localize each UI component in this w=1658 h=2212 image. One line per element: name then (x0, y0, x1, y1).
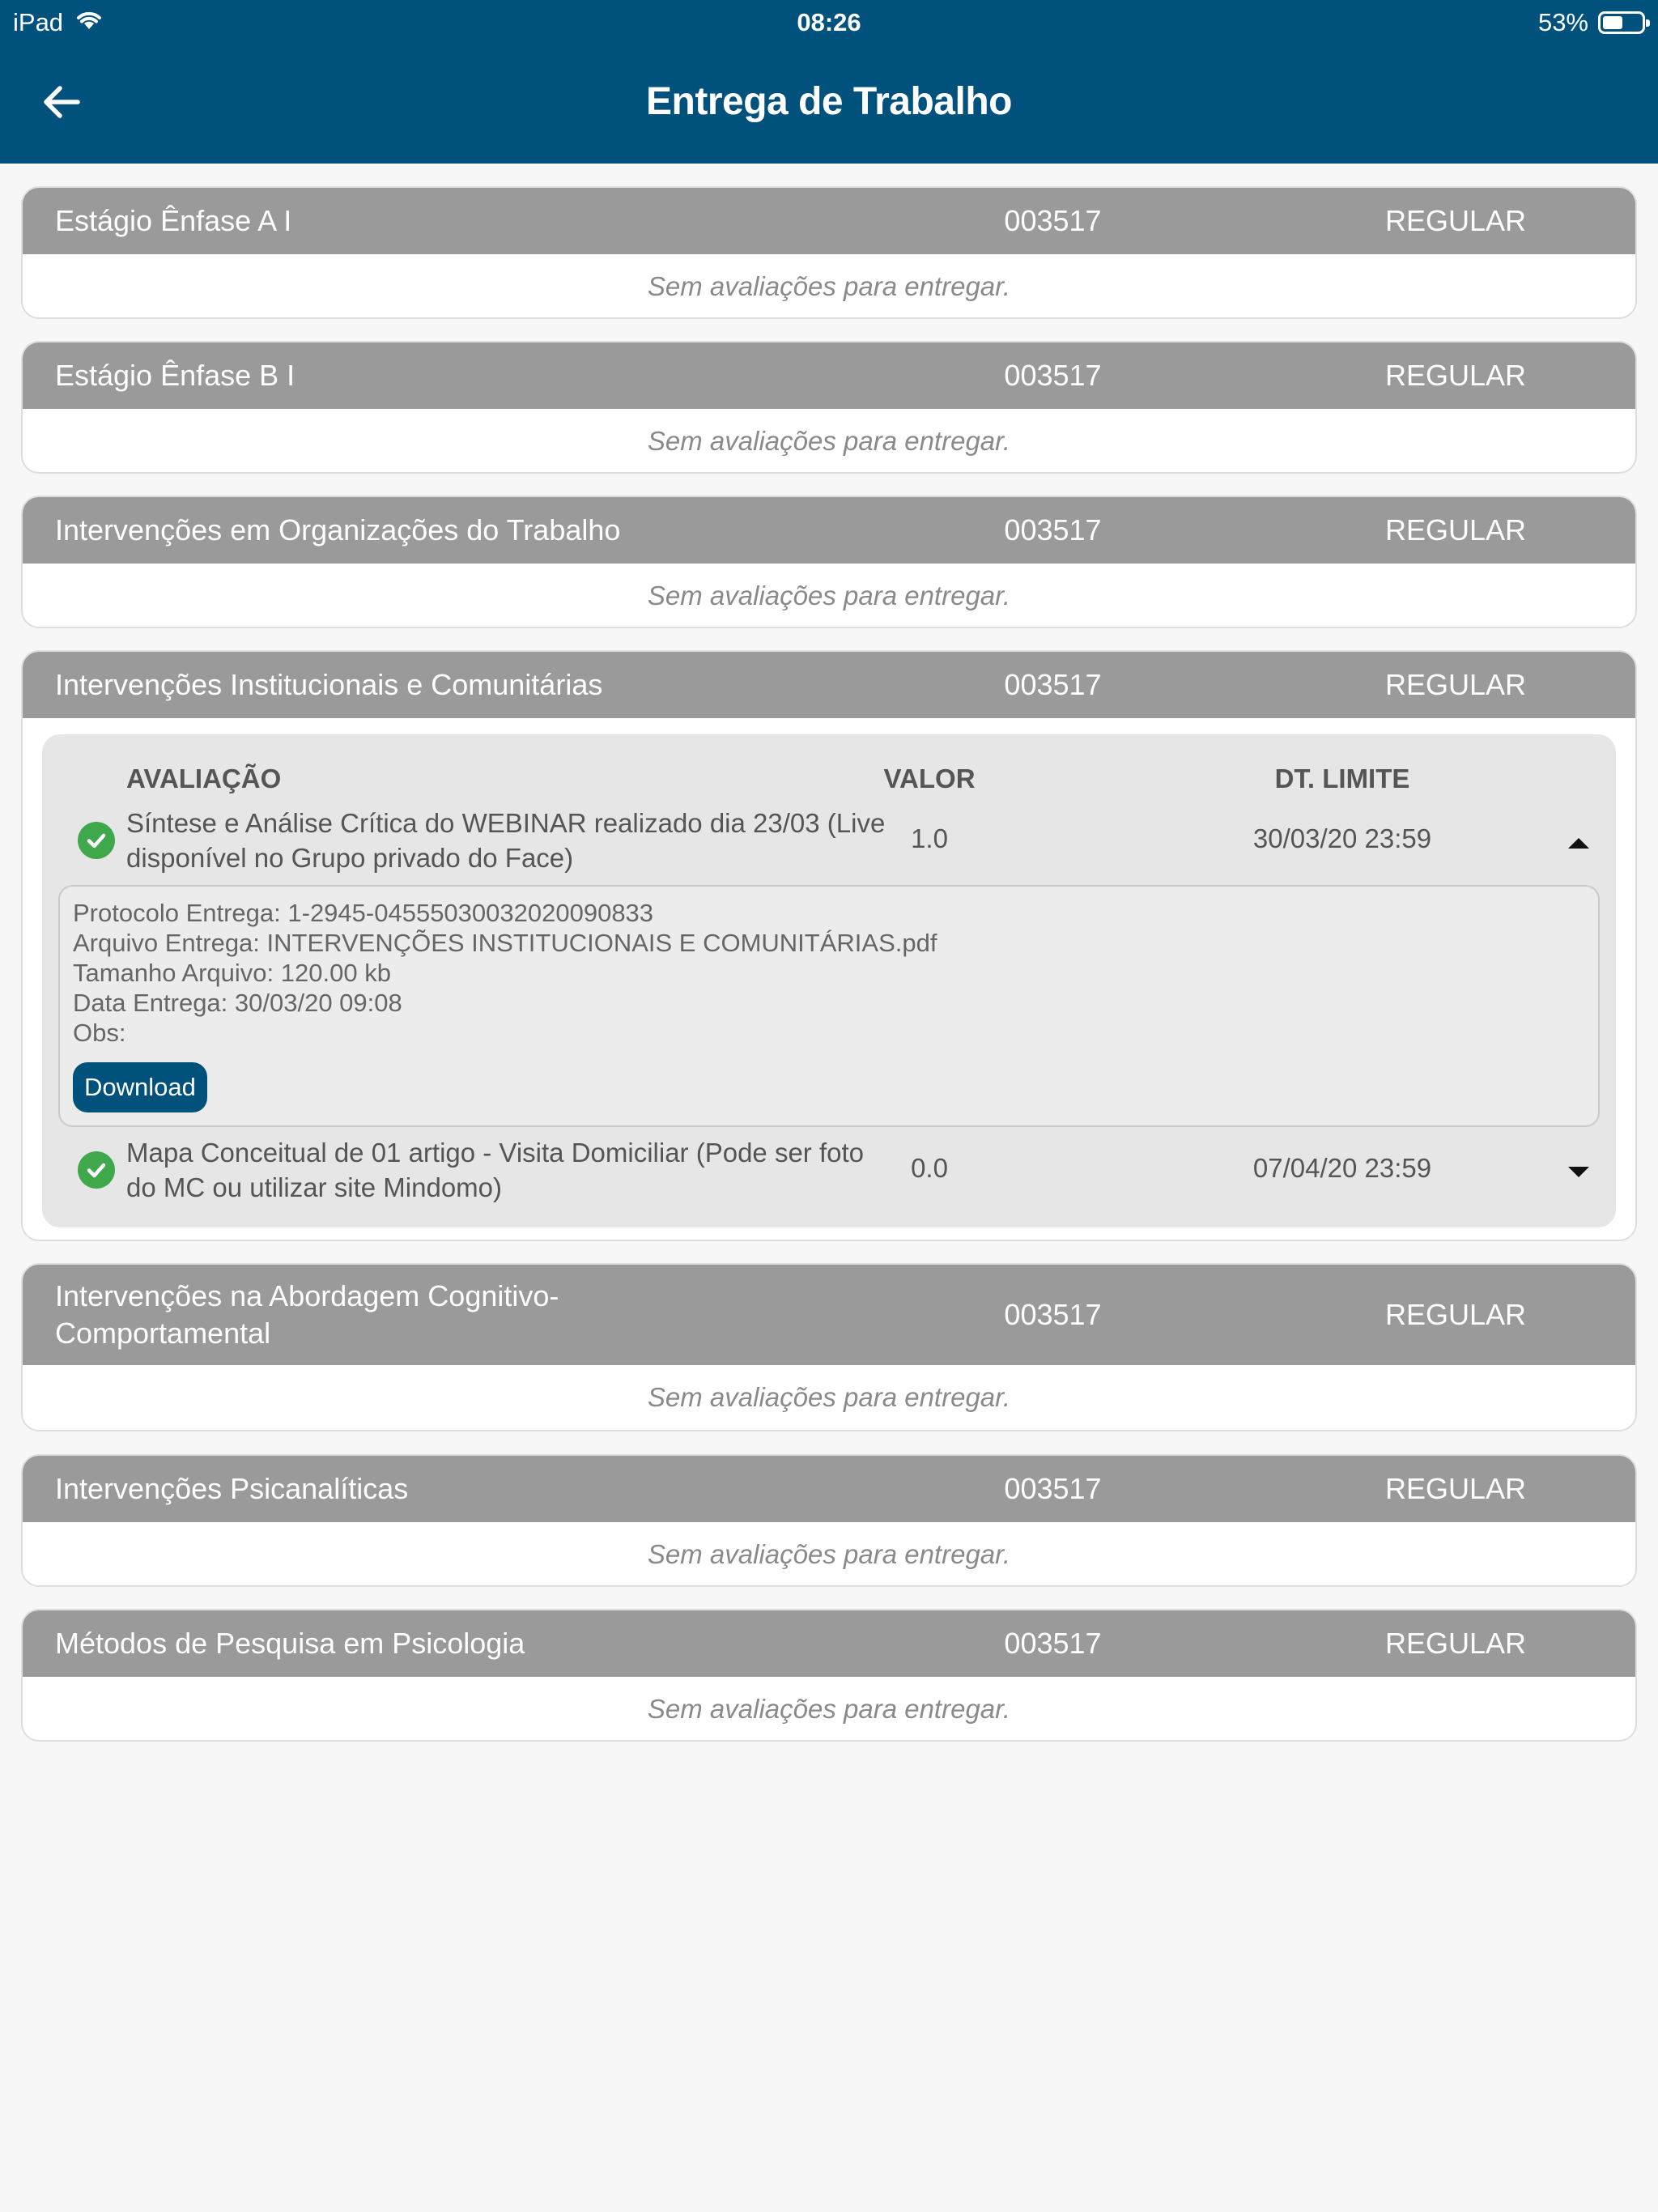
course-status: REGULAR (1384, 668, 1527, 701)
collapse-toggle[interactable] (1562, 827, 1595, 859)
course-name: Intervenções Psicanalíticas (55, 1472, 409, 1505)
course-header[interactable] (23, 188, 1635, 254)
course-name: Intervenções na Abordagem Cognitivo-Comportamental (55, 1279, 559, 1350)
empty-message: Sem avaliações para entregar. (647, 271, 1011, 301)
caret-down-icon (1567, 1165, 1591, 1180)
course-name: Intervenções Institucionais e Comunitárias (55, 668, 603, 701)
evaluation-row[interactable] (58, 1130, 1600, 1211)
column-deadline: DT. LIMITE (1274, 764, 1410, 793)
course-code: 003517 (1004, 513, 1102, 547)
course-name: Estágio Ênfase B I (55, 359, 295, 392)
empty-message: Sem avaliações para entregar. (647, 1539, 1011, 1569)
empty-message: Sem avaliações para entregar. (647, 1382, 1011, 1412)
submission-obs: Obs: (73, 1019, 126, 1047)
course-card (21, 496, 1637, 628)
course-name: Métodos de Pesquisa em Psicologia (55, 1627, 525, 1660)
status-bar (0, 0, 1658, 45)
course-code: 003517 (1004, 204, 1102, 237)
evaluation-deadline: 30/03/20 23:59 (1252, 823, 1432, 853)
evaluation-title: Mapa Conceitual de 01 artigo - Visita Domiciliar (Pode ser foto do MC ou utilizar site Mindomo) (126, 1138, 864, 1202)
evaluation-row[interactable] (58, 801, 1600, 882)
empty-message: Sem avaliações para entregar. (647, 426, 1011, 456)
course-status: REGULAR (1384, 204, 1527, 237)
caret-up-icon (1567, 836, 1591, 850)
course-status: REGULAR (1384, 513, 1527, 547)
course-card (21, 1609, 1637, 1742)
course-code: 003517 (1004, 1472, 1102, 1505)
page-title: Entrega de Trabalho (646, 80, 1012, 123)
course-header[interactable] (23, 1265, 1635, 1365)
course-name: Intervenções em Organizações do Trabalho (55, 513, 621, 547)
course-header[interactable] (23, 1610, 1635, 1677)
expand-toggle[interactable] (1562, 1156, 1595, 1189)
course-code: 003517 (1004, 1298, 1102, 1331)
evaluation-value: 0.0 (911, 1153, 948, 1183)
column-value: VALOR (883, 764, 976, 793)
course-status: REGULAR (1384, 359, 1527, 392)
course-card (21, 186, 1637, 319)
course-code: 003517 (1004, 1627, 1102, 1660)
check-circle-icon (78, 1151, 115, 1189)
empty-message: Sem avaliações para entregar. (647, 581, 1011, 610)
course-header[interactable] (23, 497, 1635, 564)
top-bar (0, 0, 1658, 164)
check-circle-icon (78, 822, 115, 859)
battery-percent: 53% (1537, 8, 1588, 36)
evaluation-title: Síntese e Análise Crítica do WEBINAR realizado dia 23/03 (Live disponível no Grupo privado do Face) (126, 808, 886, 873)
submission-details (58, 885, 1600, 1127)
device-name: iPad (13, 8, 64, 36)
battery-level (1603, 16, 1622, 29)
course-status: REGULAR (1384, 1472, 1527, 1505)
submission-file: Arquivo Entrega: INTERVENÇÕES INSTITUCIONAIS E COMUNITÁRIAS.pdf (73, 929, 937, 957)
course-code: 003517 (1004, 359, 1102, 392)
course-card (21, 1454, 1637, 1587)
empty-message: Sem avaliações para entregar. (647, 1694, 1011, 1724)
submission-size: Tamanho Arquivo: 120.00 kb (73, 959, 391, 987)
submission-date: Data Entrega: 30/03/20 09:08 (73, 989, 402, 1017)
course-card (21, 1263, 1637, 1431)
course-code: 003517 (1004, 668, 1102, 701)
course-status: REGULAR (1384, 1627, 1527, 1660)
course-name: Estágio Ênfase A I (55, 204, 292, 237)
download-button[interactable]: Download (73, 1062, 207, 1112)
evaluation-deadline: 07/04/20 23:59 (1252, 1153, 1432, 1183)
course-status: REGULAR (1384, 1298, 1527, 1331)
evaluations-panel (42, 734, 1616, 1227)
course-header[interactable] (23, 342, 1635, 409)
submission-protocol: Protocolo Entrega: 1-2945-04555030032020090833 (73, 899, 654, 927)
course-card (21, 650, 1637, 1241)
evaluation-value: 1.0 (911, 823, 948, 853)
course-card (21, 341, 1637, 474)
battery-icon (1598, 11, 1645, 34)
evaluations-table-header (58, 755, 1600, 801)
course-header[interactable] (23, 1456, 1635, 1522)
status-time: 08:26 (797, 8, 861, 36)
column-evaluation: AVALIAÇÃO (126, 764, 282, 793)
course-header[interactable] (23, 652, 1635, 718)
